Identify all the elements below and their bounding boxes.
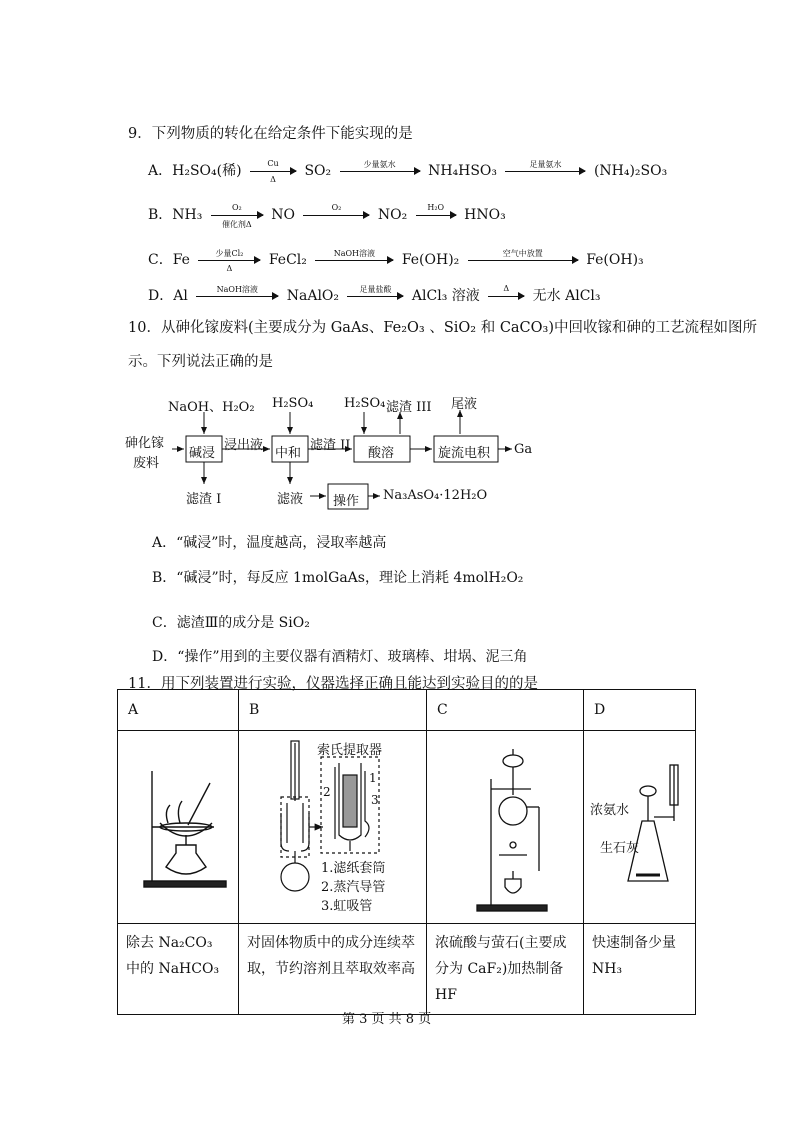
apparatus-d-cell[interactable] xyxy=(584,731,696,924)
page-footer: 第 3 页 共 8 页 xyxy=(342,1012,432,1027)
flow-stream-2: 滤渣 II xyxy=(310,438,351,453)
reaction-arrow: NaOH溶液 xyxy=(315,260,393,261)
species: NO₂ xyxy=(377,207,408,223)
species: NO xyxy=(271,207,296,223)
q11-stem: 11．用下列装置进行实验，仪器选择正确且能达到实验目的的是 xyxy=(128,676,538,692)
flow-feed-line: 砷化镓 xyxy=(125,436,165,451)
species: Fe(OH)₃ xyxy=(586,252,644,268)
q10-option-c[interactable]: C．滤渣Ⅲ的成分是 SiO₂ xyxy=(152,615,310,631)
option-label: B． xyxy=(148,207,173,223)
caption-c: 浓硫酸与萤石(主要成分为 CaF₂)加热制备 HF xyxy=(427,924,584,1015)
reaction-arrow: H₂O xyxy=(416,215,456,216)
reagent-label-quicklime: 生石灰 xyxy=(600,841,640,856)
apparatus-table xyxy=(117,689,696,1015)
species: AlCl₃ 溶液 xyxy=(411,288,480,304)
reaction-arrow: O₂ xyxy=(303,215,369,216)
legend-item: 2.蒸汽导管 xyxy=(321,880,386,895)
species: SO₂ xyxy=(304,163,332,179)
species: 无水 AlCl₃ xyxy=(532,288,601,304)
table-header-d: D xyxy=(584,690,696,731)
species: Fe(OH)₂ xyxy=(401,252,460,268)
option-label: A． xyxy=(148,163,173,179)
table-header-a: A xyxy=(118,690,239,731)
flow-reagent-2: H₂SO₄ xyxy=(272,396,314,411)
flow-box2-label: 中和 xyxy=(275,446,302,461)
q9-option-c[interactable] xyxy=(148,248,644,273)
soxhlet-legend xyxy=(321,859,385,916)
q9-stem: 9．下列物质的转化在给定条件下能实现的是 xyxy=(128,126,413,142)
q10-option-a[interactable]: A．“碱浸”时，温度越高，浸取率越高 xyxy=(152,535,387,551)
apparatus-a-cell[interactable] xyxy=(118,731,239,924)
flow-filtrate: 滤液 xyxy=(277,492,304,507)
soxhlet-title: 索氏提取器 xyxy=(317,743,383,758)
ammonia-generator-apparatus xyxy=(584,731,685,919)
q10-option-b[interactable]: B．“碱浸”时，每反应 1molGaAs，理论上消耗 4molH₂O₂ xyxy=(152,570,524,586)
reaction-arrow: O₂ 催化剂Δ xyxy=(211,215,263,216)
legend-item: 1.滤纸套筒 xyxy=(321,861,386,876)
q9-option-d[interactable] xyxy=(148,285,601,305)
flow-residue-1: 滤渣 I xyxy=(186,492,222,507)
reaction-arrow: 少量Cl₂ Δ xyxy=(198,260,260,261)
species: (NH₄)₂SO₃ xyxy=(593,163,668,179)
option-label: D． xyxy=(148,288,174,304)
table-header-b: B xyxy=(239,690,427,731)
flow-feed-label xyxy=(125,436,164,451)
flow-stream-1: 浸出液 xyxy=(224,438,264,453)
distillation-apparatus xyxy=(427,731,573,919)
soxhlet-part-3: 3 xyxy=(371,793,379,807)
reaction-arrow: 足量氨水 xyxy=(505,171,585,172)
flow-product-ga: Ga xyxy=(514,442,533,457)
q10-stem-line2: 示。下列说法正确的是 xyxy=(128,354,273,370)
flow-feed-label-2: 废料 xyxy=(133,456,160,471)
caption-d: 快速制备少量 NH₃ xyxy=(584,924,696,1015)
species: H₂SO₄(稀) xyxy=(172,163,242,179)
flow-tail-liquid: 尾液 xyxy=(451,397,478,412)
apparatus-b-cell[interactable] xyxy=(239,731,427,924)
reaction-arrow: 空气中放置 xyxy=(468,260,578,261)
flow-reagent-1: NaOH、H₂O₂ xyxy=(168,400,255,415)
table-header-c: C xyxy=(427,690,584,731)
soxhlet-part-2: 2 xyxy=(323,785,331,799)
flow-box1-label: 碱浸 xyxy=(189,446,216,461)
q9-option-a[interactable] xyxy=(148,158,668,184)
reaction-arrow: NaOH溶液 xyxy=(196,296,278,297)
reaction-arrow: 足量盐酸 xyxy=(347,296,403,297)
species: Fe xyxy=(172,252,190,268)
flow-reagent-3: H₂SO₄ xyxy=(344,396,386,411)
option-label: C． xyxy=(148,252,173,268)
flow-box4-label: 旋流电积 xyxy=(438,446,491,461)
reaction-arrow: Δ xyxy=(488,296,524,297)
flow-residue-3: 滤渣 III xyxy=(386,400,432,415)
caption-a: 除去 Na₂CO₃ 中的 NaHCO₃ xyxy=(118,924,239,1015)
q9-option-b[interactable] xyxy=(148,202,506,229)
species: NH₃ xyxy=(172,207,203,223)
flow-box5-label: 操作 xyxy=(333,494,360,509)
soxhlet-part-1: 1 xyxy=(369,771,377,785)
flow-box3-label: 酸溶 xyxy=(368,446,395,461)
reaction-arrow: $\frac{Cu}{\Delta}$ xyxy=(250,171,296,172)
flow-product-arsenate: Na₃AsO₄·12H₂O xyxy=(383,488,488,503)
species: FeCl₂ xyxy=(268,252,307,268)
caption-b: 对固体物质中的成分连续萃取，节约溶剂且萃取效率高 xyxy=(239,924,427,1015)
species: HNO₃ xyxy=(464,207,506,223)
legend-item: 3.虹吸管 xyxy=(321,899,373,914)
reagent-label-ammonia: 浓氨水 xyxy=(590,803,630,818)
apparatus-c-cell[interactable] xyxy=(427,731,584,924)
species: NH₄HSO₃ xyxy=(428,163,498,179)
q10-stem-line1: 10．从砷化镓废料(主要成分为 GaAs、Fe₂O₃ 、SiO₂ 和 CaCO₃)中回收镓和砷的工艺流程如图所 xyxy=(128,320,758,336)
q10-option-d[interactable]: D．“操作”用到的主要仪器有酒精灯、玻璃棒、坩埚、泥三角 xyxy=(152,649,528,665)
evaporating-dish-apparatus xyxy=(118,731,238,919)
reaction-arrow: 少量氨水 xyxy=(340,171,420,172)
species: Al xyxy=(173,288,188,304)
species: NaAlO₂ xyxy=(286,288,340,304)
